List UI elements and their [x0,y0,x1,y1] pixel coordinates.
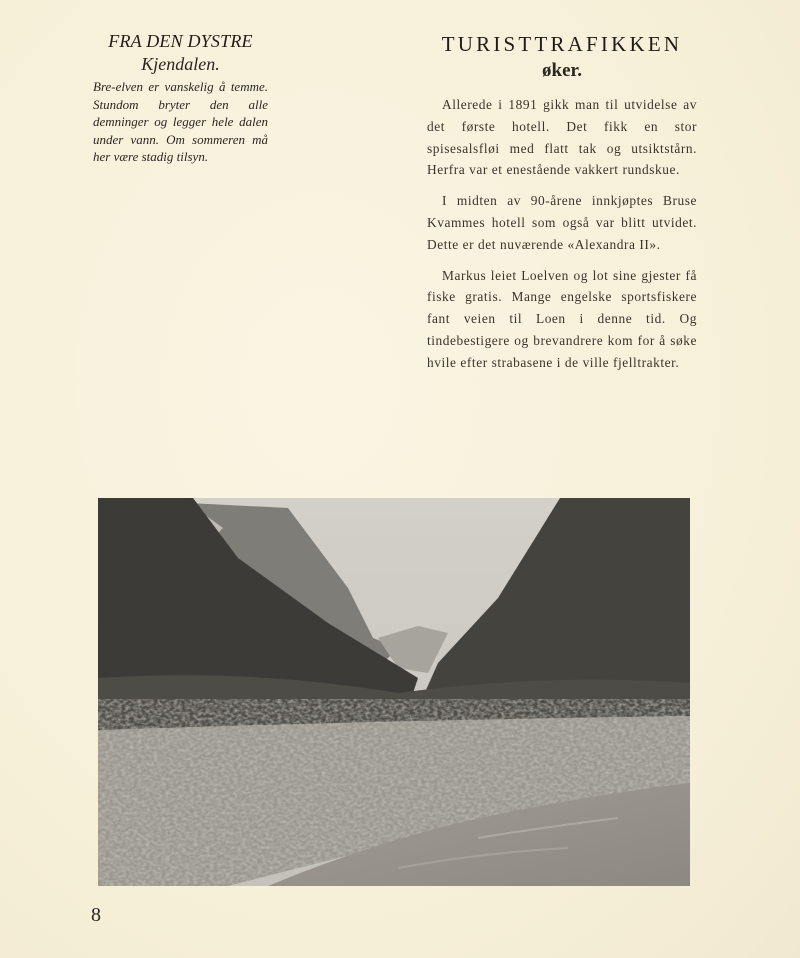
article-heading: TURISTTRAFIKKEN [441,32,683,56]
caption-body: Bre-elven er vanskelig å temme. Stundom bryter den alle demninger og legger hele dalen under vann. Om sommeren må her være stadig tilsyn. [93,79,268,165]
article-subheading: øker. [542,60,582,81]
caption-title: FRA DEN DYSTRE [108,31,253,51]
film-grain [98,498,690,886]
article-paragraph: I midten av 90-årene innkjøptes Bruse Kvammes hotell som også var blitt utvidet. Dette er det nuværende «Alexandra II». [427,193,697,252]
article-paragraph: Allerede i 1891 gikk man til utvidelse av det første hotell. Det fikk en stor spisesalsfløi med flatt tak og utsiktstårn. Herfra var et enestående vakkert rundskue. [427,97,697,178]
caption-subtitle: Kjendalen. [141,54,220,74]
photo-illustration [98,498,690,886]
page-number: 8 [91,904,101,926]
article [427,30,697,383]
valley-river-photo [98,498,690,886]
article-paragraph: Markus leiet Loelven og lot sine gjester få fiske gratis. Mange engelske sportsfiskere fant veien til Loen i denne tid. Og tindebestigere og brevandrere kom for å søke hvile efter strabasene i de ville fjelltrakter. [427,267,697,370]
photo-caption [93,30,268,166]
